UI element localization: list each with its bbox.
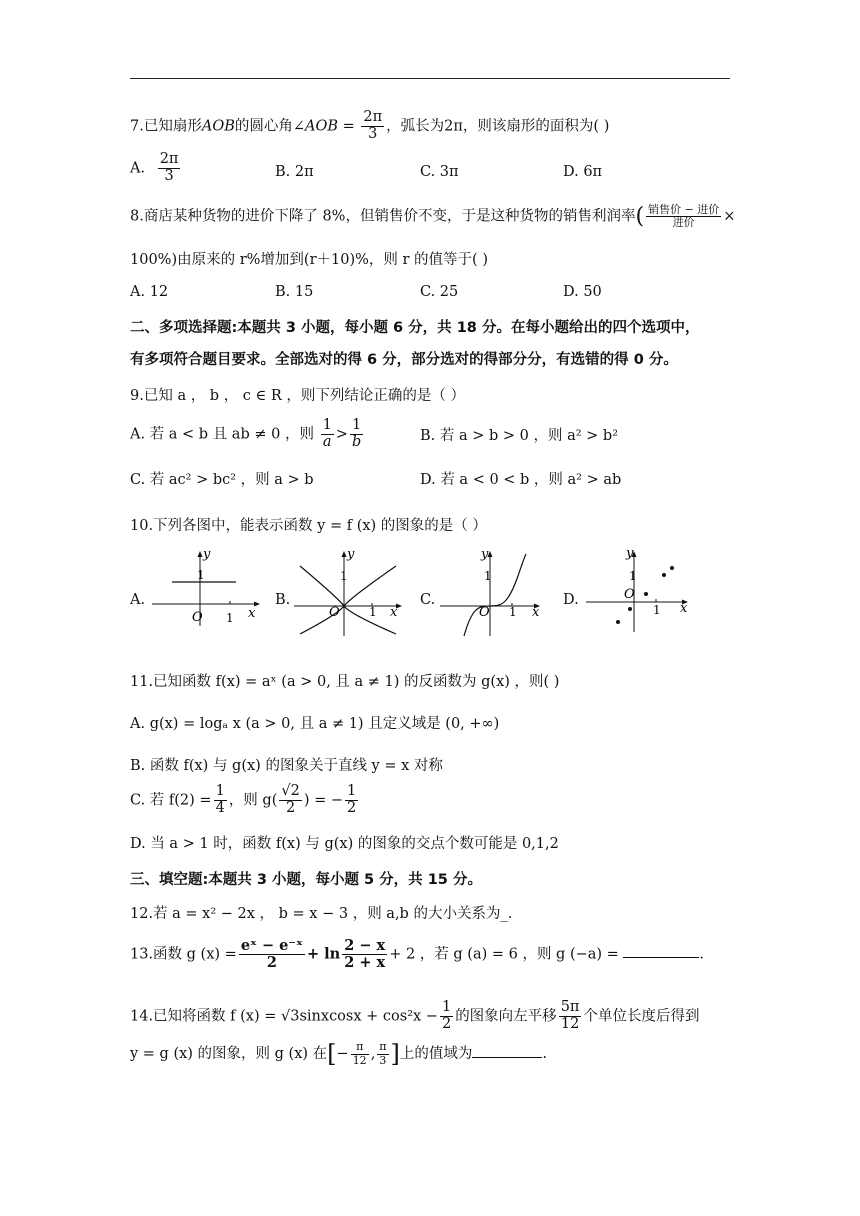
frac-num: 1	[441, 999, 452, 1015]
q10-label-c: C.	[420, 592, 436, 608]
frac-num: 1	[322, 417, 332, 433]
frac-den: 2	[347, 799, 357, 816]
question-13	[130, 938, 704, 971]
q10-graph-c	[438, 546, 553, 636]
question-12: 12.若 a = x² − 2x ， b = x − 3 ，则 a,b 的大小关系为_.	[130, 906, 513, 922]
y-label: y	[626, 546, 634, 561]
origin-label: O	[624, 587, 635, 602]
q7-text: ，弧长为2π，则该扇形的面积为( )	[386, 118, 610, 135]
frac-den: a	[322, 433, 332, 450]
one-label: 1	[197, 568, 205, 582]
question-14-line1	[130, 1000, 699, 1033]
q8-fraction	[646, 204, 721, 229]
q7-opt-a-fraction	[158, 152, 181, 185]
q7-option-c: C. 3π	[420, 164, 459, 180]
frac-den: 2 + x	[344, 953, 386, 971]
section-2-heading: 二、多项选择题:本题共 3 小题，每小题 6 分，共 18 分。在每小题给出的四个选项中，	[130, 320, 700, 336]
frac-den: 3	[379, 1053, 387, 1067]
q8-option-c: C. 25	[420, 284, 459, 300]
q10-graph-d	[586, 546, 701, 636]
frac-den: 2	[441, 1015, 452, 1032]
q11-c-frac1	[214, 784, 227, 817]
header-rule	[130, 78, 730, 79]
question-10-stem: 10.下列各图中，能表示函数 y = f (x) 的图象的是（ ）	[130, 518, 487, 534]
q10-label-a: A.	[130, 592, 146, 608]
q8-option-d: D. 50	[563, 284, 602, 300]
q14-text: 个单位长度后得到	[583, 1008, 700, 1025]
q13-text: + 2 ，若 g (a) = 6 ，则 g (−a) =	[389, 946, 619, 963]
q11-option-d: D. 当 a > 1 时，函数 f(x) 与 g(x) 的图象的交点个数可能是 0,1,2	[130, 836, 559, 852]
question-8-line1	[130, 204, 735, 229]
frac-num: 1	[350, 418, 363, 435]
frac-num: eˣ − e⁻ˣ	[240, 937, 303, 954]
scatter-point	[628, 607, 632, 611]
q13-frac1	[239, 938, 305, 971]
y-label: y	[347, 547, 355, 562]
q7-text: 7.已知扇形	[130, 118, 202, 135]
frac-den: 12	[352, 1053, 367, 1067]
right-parabola	[344, 566, 396, 634]
question-11-stem: 11.已知函数 f(x) = aˣ (a > 0, 且 a ≠ 1) 的反函数为 g(x) ，则( )	[130, 674, 560, 690]
x-label: x	[532, 605, 540, 620]
scatter-point	[670, 566, 674, 570]
x-label: x	[390, 605, 398, 620]
frac-num: 1	[215, 783, 225, 799]
q14-answer-blank[interactable]	[472, 1057, 542, 1058]
frac-den: 4	[215, 799, 225, 816]
x-label: x	[248, 606, 256, 621]
q13-text: 13.函数 g (x) =	[130, 946, 237, 963]
section-3-heading: 三、填空题:本题共 3 小题，每小题 5 分，共 15 分。	[130, 872, 482, 888]
q14-frac2	[559, 1000, 582, 1033]
q8-option-a: A. 12	[130, 284, 169, 300]
q8-text: 8.商店某种货物的进价下降了 8%，但销售价不变，于是这种货物的销售利润率	[130, 208, 636, 225]
question-7-stem	[130, 110, 609, 143]
opt-label: A.	[130, 160, 146, 177]
q9-option-c: C. 若 ac² > bc² ，则 a > b	[130, 472, 314, 488]
q13-frac2	[342, 938, 387, 971]
q10-label-b: B.	[275, 592, 291, 608]
one-label: 1	[629, 569, 637, 583]
q11-option-c	[130, 784, 360, 817]
q11-option-b: B. 函数 f(x) 与 g(x) 的图象关于直线 y = x 对称	[130, 758, 443, 774]
q10-label-d: D.	[563, 592, 579, 608]
q13-answer-blank[interactable]	[623, 957, 699, 958]
frac-den: 12	[560, 1015, 580, 1032]
q11-option-a: A. g(x) = logₐ x (a > 0, 且 a ≠ 1) 且定义域是 (0, +∞)	[130, 716, 500, 732]
q7-var: AOB	[305, 118, 339, 135]
frac-num: 1	[347, 783, 357, 799]
frac-den: 3	[368, 125, 378, 142]
q7-text: 的圆心角∠	[234, 118, 306, 135]
frac-den: 2	[285, 799, 296, 816]
q7-text: =	[338, 118, 360, 135]
y-label: y	[481, 547, 489, 562]
q14-text: y = g (x) 的图象，则 g (x) 在	[130, 1046, 328, 1062]
q11-c-frac2	[279, 784, 301, 817]
frac-num: 2π	[363, 109, 383, 125]
q10-graph-a	[150, 546, 265, 626]
question-14-line2	[130, 1040, 547, 1068]
y-label: y	[203, 547, 211, 562]
q7-option-a	[130, 152, 182, 185]
q14-text: 上的值域为	[399, 1046, 473, 1062]
one-label: 1	[484, 569, 492, 583]
q7-option-d: D. 6π	[563, 164, 603, 180]
q7-option-b: B. 2π	[275, 164, 314, 180]
q14-frac1	[440, 1000, 453, 1033]
origin-label: O	[192, 610, 203, 625]
gt-sign: >	[335, 426, 348, 443]
q14-text: .	[542, 1046, 548, 1062]
frac-num: √2	[281, 783, 300, 799]
q9-opt-a-text: A. 若 a < b 且 ab ≠ 0 ，则	[130, 426, 314, 443]
q11-c-text: C. 若 f(2) =	[130, 792, 212, 809]
frac-den: 2	[266, 953, 277, 971]
origin-label: O	[329, 605, 340, 620]
comma: ,	[370, 1046, 376, 1062]
frac-num: 销售价 − 进价	[648, 203, 720, 216]
q14-int-frac1	[351, 1041, 369, 1066]
scatter-point	[644, 592, 648, 596]
q7-var: AOB	[201, 118, 235, 135]
scatter-point	[616, 620, 620, 624]
q13-text: + ln	[306, 945, 341, 963]
frac-num: 2 − x	[344, 937, 386, 954]
times-sign: ×	[723, 208, 736, 225]
q7-fraction	[361, 110, 384, 143]
x-one-label: 1	[509, 605, 517, 619]
question-8-line2: 100%)由原来的 r%增加到(r＋10)%，则 r 的值等于( )	[130, 252, 488, 268]
q14-text: 14.已知将函数 f (x) = √3sinxcosx + cos²x −	[130, 1008, 438, 1025]
q9-frac1	[321, 418, 334, 451]
q9-option-a	[130, 418, 365, 451]
bracket-left: [	[327, 1040, 337, 1068]
section-2-heading-cont: 有多项符合题目要求。全部选对的得 6 分，部分选对的得部分分，有选错的得 0 分。	[130, 352, 678, 368]
frac-den: 进价	[672, 216, 695, 230]
q11-c-text: ，则 g(	[228, 792, 278, 809]
paren: (	[635, 204, 645, 230]
origin-label: O	[479, 605, 490, 620]
q11-c-text: ) = −	[303, 792, 344, 809]
frac-num: π	[351, 1041, 369, 1054]
frac-num: 5π	[560, 999, 580, 1015]
q14-text: 的图象向左平移	[455, 1008, 557, 1025]
bracket-right: ]	[390, 1040, 400, 1068]
q10-graph-b	[292, 546, 407, 636]
frac-num: 2π	[159, 151, 179, 167]
x-one-label: 1	[369, 605, 377, 619]
q9-option-b: B. 若 a > b > 0 ，则 a² > b²	[420, 428, 619, 444]
q9-frac2	[350, 418, 363, 451]
x-one-label: 1	[226, 611, 234, 625]
question-9-stem: 9.已知 a ， b ， c ∈ R ，则下列结论正确的是（ ）	[130, 388, 466, 404]
q8-option-b: B. 15	[275, 284, 314, 300]
minus-sign: −	[336, 1046, 349, 1062]
q14-int-frac2	[377, 1041, 388, 1066]
x-label: x	[680, 601, 688, 616]
frac-num: π	[379, 1040, 387, 1054]
q11-c-frac3	[345, 784, 358, 817]
one-label: 1	[340, 569, 348, 583]
y-arrow	[342, 551, 347, 557]
q9-option-d: D. 若 a < 0 < b ，则 a² > ab	[420, 472, 622, 488]
cubic-curve	[464, 554, 526, 636]
frac-den: b	[351, 433, 362, 450]
x-one-label: 1	[653, 603, 661, 617]
y-arrow	[198, 551, 203, 557]
left-parabola	[300, 566, 344, 634]
q13-text: .	[699, 946, 705, 963]
scatter-point	[662, 573, 666, 577]
frac-den: 3	[164, 167, 174, 184]
